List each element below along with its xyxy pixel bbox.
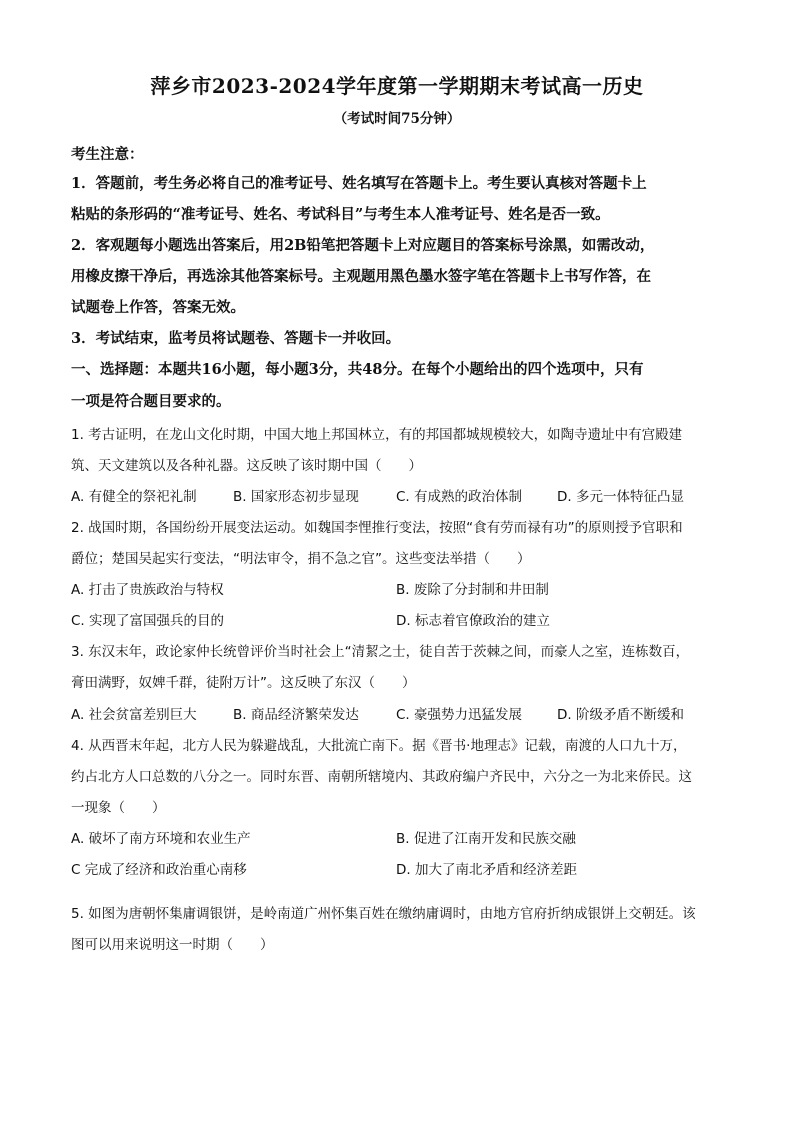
question-2-option-d: D. 标志着官僚政治的建立 — [396, 613, 550, 629]
question-3-option-a: A. 社会贫富差别巨大 — [71, 707, 197, 723]
question-3-option-c: C. 豪强势力迅猛发展 — [396, 707, 523, 723]
question-3-option-d: D. 阶级矛盾不断缓和 — [557, 707, 684, 723]
question-4-option-c: C 完成了经济和政治重心南移 — [71, 862, 247, 878]
notice-heading: 考生注意： — [71, 146, 144, 163]
question-1-stem: 1. 考古证明，在龙山文化时期，中国大地上邦国林立，有的邦国都城规模较大，如陶寺遗址中有宫殿建 — [71, 427, 683, 443]
question-2-option-b: B. 废除了分封制和井田制 — [396, 582, 549, 598]
question-3-stem: 3. 东汉末年，政论家仲长统曾评价当时社会上“清絜之士，徒自苦于茨棘之间，而豪人之室，连栋数百， — [71, 644, 690, 660]
notice-line: 用橡皮擦干净后，再选涂其他答案标号。主观题用黑色墨水签字笔在答题卡上书写作答，在 — [71, 268, 651, 285]
question-4-stem: 一现象（ ） — [71, 800, 166, 816]
notice-line: 粘贴的条形码的“准考证号、姓名、考试科目”与考生本人准考证号、姓名是否一致。 — [71, 206, 610, 223]
exam-duration: （考试时间75分钟） — [333, 111, 461, 127]
exam-title: 萍乡市2023-2024学年度第一学期期末考试高一历史 — [150, 74, 644, 98]
notice-line: 3．考试结束，监考员将试题卷、答题卡一并收回。 — [71, 330, 401, 347]
question-1-option-b: B. 国家形态初步显现 — [233, 489, 359, 505]
question-1-stem: 筑、天文建筑以及各种礼器。这反映了该时期中国（ ） — [71, 458, 422, 474]
question-4-option-d: D. 加大了南北矛盾和经济差距 — [396, 862, 577, 878]
question-3-stem: 膏田满野，奴婢千群，徒附万计”。这反映了东汉（ ） — [71, 675, 416, 691]
question-4-option-b: B. 促进了江南开发和民族交融 — [396, 831, 576, 847]
question-5-stem: 图可以用来说明这一时期（ ） — [71, 937, 274, 953]
question-2-stem: 2. 战国时期，各国纷纷开展变法运动。如魏国李悝推行变法，按照“食有劳而禄有功”的原则授予官职和 — [71, 520, 683, 536]
notice-line: 试题卷上作答，答案无效。 — [71, 299, 245, 316]
notice-line: 1．答题前，考生务必将自己的准考证号、姓名填写在答题卡上。考生要认真核对答题卡上 — [71, 175, 647, 192]
question-4-stem: 约占北方人口总数的八分之一。同时东晋、南朝所辖境内、其政府编户齐民中，六分之一为北来侨民。这 — [71, 769, 692, 785]
question-1-option-a: A. 有健全的祭祀礼制 — [71, 489, 197, 505]
notice-line: 2．客观题每小题选出答案后，用2B铅笔把答题卡上对应题目的答案标号涂黑，如需改动， — [71, 237, 655, 254]
section-heading: 一项是符合题目要求的。 — [71, 393, 231, 410]
question-3-option-b: B. 商品经济繁荣发达 — [233, 707, 359, 723]
question-2-option-a: A. 打击了贵族政治与特权 — [71, 582, 224, 598]
question-2-option-c: C. 实现了富国强兵的目的 — [71, 613, 225, 629]
question-1-option-d: D. 多元一体特征凸显 — [557, 489, 684, 505]
question-4-stem: 4. 从西晋末年起，北方人民为躲避战乱，大批流亡南下。据《晋书·地理志》记载，南渡的人口九十万， — [71, 738, 687, 754]
question-5-stem: 5. 如图为唐朝怀集庸调银饼，是岭南道广州怀集百姓在缴纳庸调时，由地方官府折纳成银饼上交朝廷。该 — [71, 906, 696, 922]
question-1-option-c: C. 有成熟的政治体制 — [396, 489, 523, 505]
section-heading: 一、选择题：本题共16小题，每小题3分，共48分。在每个小题给出的四个选项中，只有 — [71, 361, 644, 378]
question-4-option-a: A. 破坏了南方环境和农业生产 — [71, 831, 251, 847]
question-2-stem: 爵位；楚国吴起实行变法，“明法审令，捐不急之官”。这些变法举措（ ） — [71, 551, 531, 567]
